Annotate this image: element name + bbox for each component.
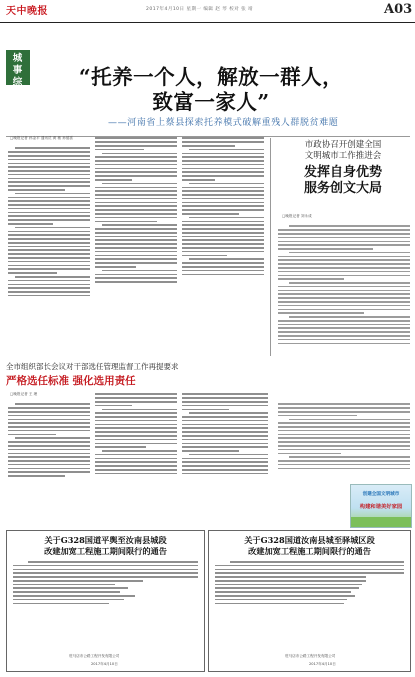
promo-ad-line1: 创建全国文明城市: [362, 492, 400, 497]
page-number: A03: [384, 2, 413, 17]
bottom-article-column-1: [8, 402, 90, 479]
main-article-column-1: [8, 146, 90, 359]
side-headline-top: 市政协召开创建全国: [304, 140, 382, 150]
header-info: 2017年4月10日 星期一 编辑 赵 琴 校对 张 靖: [146, 7, 254, 12]
notice-box-1: [6, 530, 205, 672]
notice-2-body: [215, 561, 404, 604]
notice-2-title: [213, 535, 406, 557]
notice-1-date: 2017年4月10日: [91, 661, 118, 666]
main-byline: □晚报记者 孙金平 通讯员 黄 敏 孙德喜: [10, 136, 74, 140]
side-headline-main2: 服务创文大局: [303, 181, 382, 196]
bottom-byline: □晚报记者 王 理: [10, 392, 38, 396]
masthead-logo: 天中晚报: [6, 6, 48, 17]
bottom-headline-line2: 严格选任标准 强化选用责任: [6, 375, 136, 387]
main-article-column-2: [95, 136, 177, 359]
notice-2-date: 2017年4月10日: [309, 661, 336, 666]
notice-1-body: [13, 561, 198, 604]
section-label: [6, 50, 30, 100]
promo-ad-ground: [351, 517, 411, 527]
promo-ad: [350, 484, 412, 528]
side-headline-main: 发挥自身优势: [303, 165, 382, 180]
sub-headline: ——河南省上蔡县探索托养模式破解重残人群脱贫难题: [108, 118, 339, 128]
main-headline-line1: “托养一个人，解放一群人，: [78, 65, 344, 89]
notice-1-title-line2: 改建加宽工程施工期间限行的通告: [44, 546, 167, 556]
header-rule: [0, 22, 415, 23]
notice-box-2: [208, 530, 411, 672]
notice-2-title-line2: 改建加宽工程施工期间限行的通告: [248, 546, 371, 556]
bottom-article-column-2: [95, 392, 177, 477]
bottom-article-headline: [6, 362, 272, 388]
notice-2-title-line1: 关于G328国道汝南县城至驿城区段: [244, 535, 375, 545]
bottom-article-column-3: [182, 392, 268, 477]
side-article-headline: [276, 140, 410, 197]
notice-1-signature: 驻马店市公路工程开发有限公司: [69, 653, 120, 658]
main-headline: [76, 65, 346, 115]
side-byline: □晚报记者 刘永成: [282, 214, 312, 218]
notice-1-title: [11, 535, 200, 557]
side-article-body-continued: [278, 402, 410, 471]
notice-2-signature: 驻马店市公路工程开发有限公司: [285, 653, 336, 658]
main-headline-line2: 致富一家人”: [152, 90, 270, 114]
bottom-headline-line1: 全市组织部长会议对干部选任管理监督工作再提要求: [6, 362, 179, 371]
main-article-column-3: [182, 136, 264, 359]
side-headline-top2: 文明城市工作推进会: [304, 151, 382, 161]
promo-ad-line2: 构建和谐美好家园: [359, 504, 403, 510]
column-divider: [270, 138, 271, 356]
section-label-text: 城事综合: [12, 53, 24, 100]
side-article-body: [278, 224, 410, 346]
notice-1-title-line1: 关于G328国道平舆至汝南县城段: [44, 535, 167, 545]
